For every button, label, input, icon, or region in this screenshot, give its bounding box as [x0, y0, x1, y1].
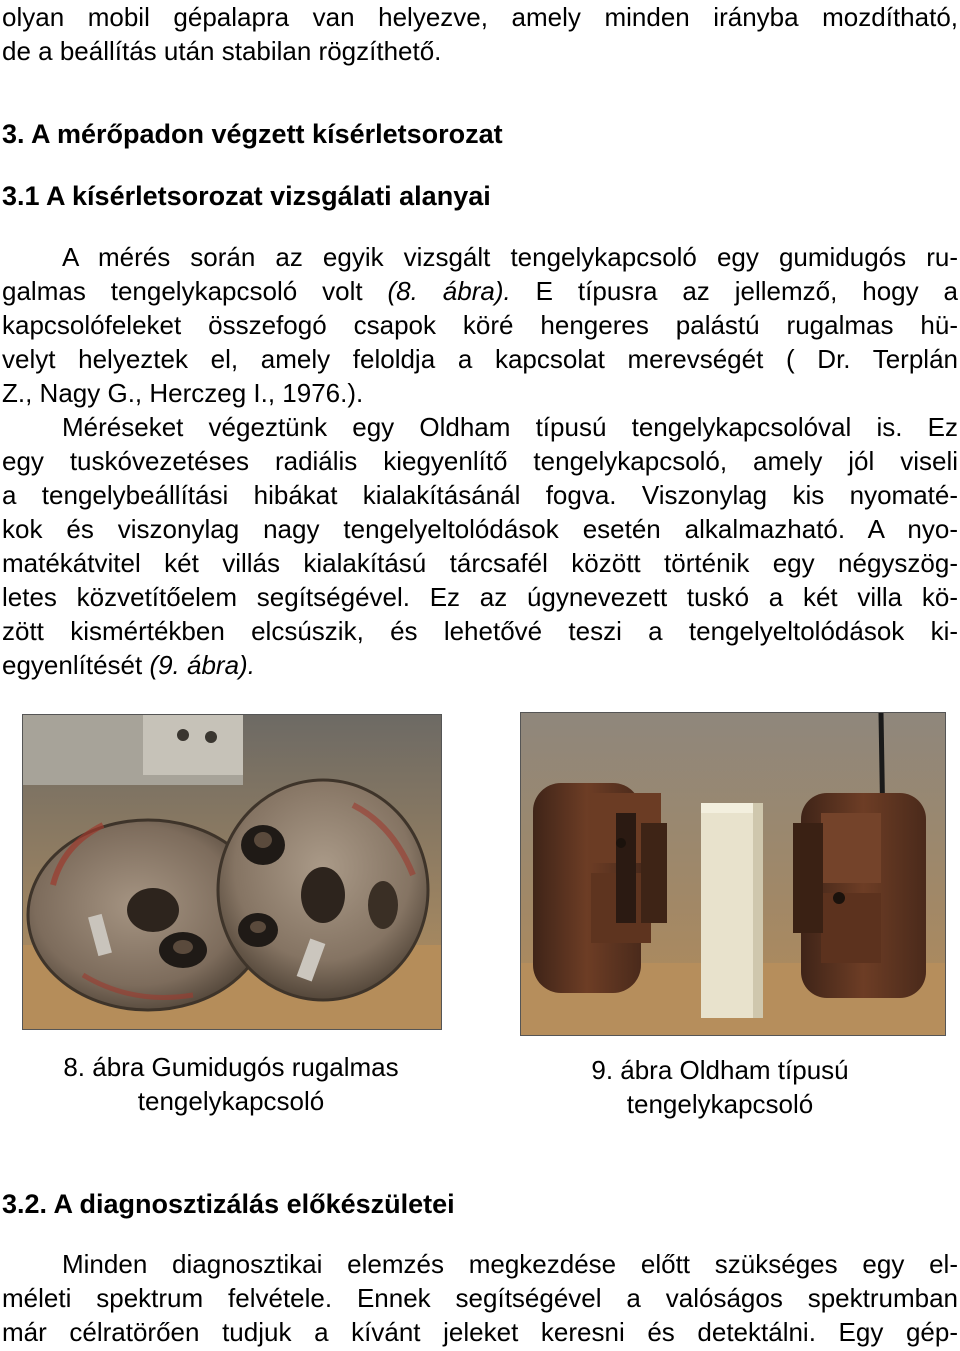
text-line	[2, 648, 958, 682]
figure-8-caption	[22, 1050, 440, 1118]
section-heading-3-1: 3.1 A kísérletsorozat vizsgálati alanyai	[2, 181, 491, 211]
caption-line: tengelykapcsoló	[626, 1089, 814, 1119]
text-line: zött kismértékben elcsúszik, és lehetővé teszi a tengelyeltolódások ki-	[2, 616, 958, 646]
text-line: a tengelybeállítási hibákat kialakításánál fogva. Viszonylag kis nyomaté-	[2, 480, 958, 510]
figure-8-photo	[22, 714, 442, 1030]
section-heading-3-2: 3.2. A diagnosztizálás előkészületei	[2, 1189, 455, 1219]
section-heading-3: 3. A mérőpadon végzett kísérletsorozat	[2, 119, 503, 149]
text-line: matékátvitel két villás kialakítású tárcsafél között történik egy négyszög-	[2, 548, 958, 578]
text-line: már célratörően tudjuk a kívánt jeleket keresni és detektálni. Egy gép-	[2, 1317, 958, 1347]
text-line: Méréseket végeztünk egy Oldham típusú tengelykapcsolóval is. Ez	[62, 412, 958, 442]
text-span: E típusra az jellemző, hogy a	[510, 276, 958, 306]
text-line: Z., Nagy G., Herczeg I., 1976.).	[2, 378, 364, 408]
figure-9-photo	[520, 712, 946, 1036]
text-span: egyenlítését	[2, 650, 150, 680]
figure-9-caption	[520, 1053, 920, 1121]
text-line: méleti spektrum felvétele. Ennek segítségével a valóságos spektrumban	[2, 1283, 958, 1313]
caption-line: tengelykapcsoló	[137, 1086, 325, 1116]
text-line: olyan mobil gépalapra van helyezve, amely minden irányba mozdítható,	[2, 2, 958, 32]
text-line: kapcsolófeleket összefogó csapok köré hengeres palástú rugalmas hü-	[2, 310, 958, 340]
caption-line: 8. ábra Gumidugós rugalmas	[63, 1052, 399, 1082]
text-line: velyt helyeztek el, amely feloldja a kapcsolat merevségét ( Dr. Terplán	[2, 344, 958, 374]
text-line: kok és viszonylag nagy tengelyeltolódások esetén alkalmazható. A nyo-	[2, 514, 958, 544]
figure-reference: (9. ábra).	[149, 650, 255, 680]
text-line: A mérés során az egyik vizsgált tengelykapcsoló egy gumidugós ru-	[62, 242, 958, 272]
text-span: galmas tengelykapcsoló volt	[2, 276, 388, 306]
text-line: de a beállítás után stabilan rögzíthető.	[2, 36, 442, 66]
text-line: Minden diagnosztikai elemzés megkezdése előtt szükséges egy el-	[62, 1249, 958, 1279]
text-line	[2, 274, 958, 308]
caption-line: 9. ábra Oldham típusú	[591, 1055, 849, 1085]
text-line: egy tuskóvezetéses radiális kiegyenlítő tengelykapcsoló, amely jól viseli	[2, 446, 958, 476]
text-line: letes közvetítőelem segítségével. Ez az úgynevezett tuskó a két villa kö-	[2, 582, 958, 612]
figure-reference: (8. ábra).	[387, 276, 511, 306]
